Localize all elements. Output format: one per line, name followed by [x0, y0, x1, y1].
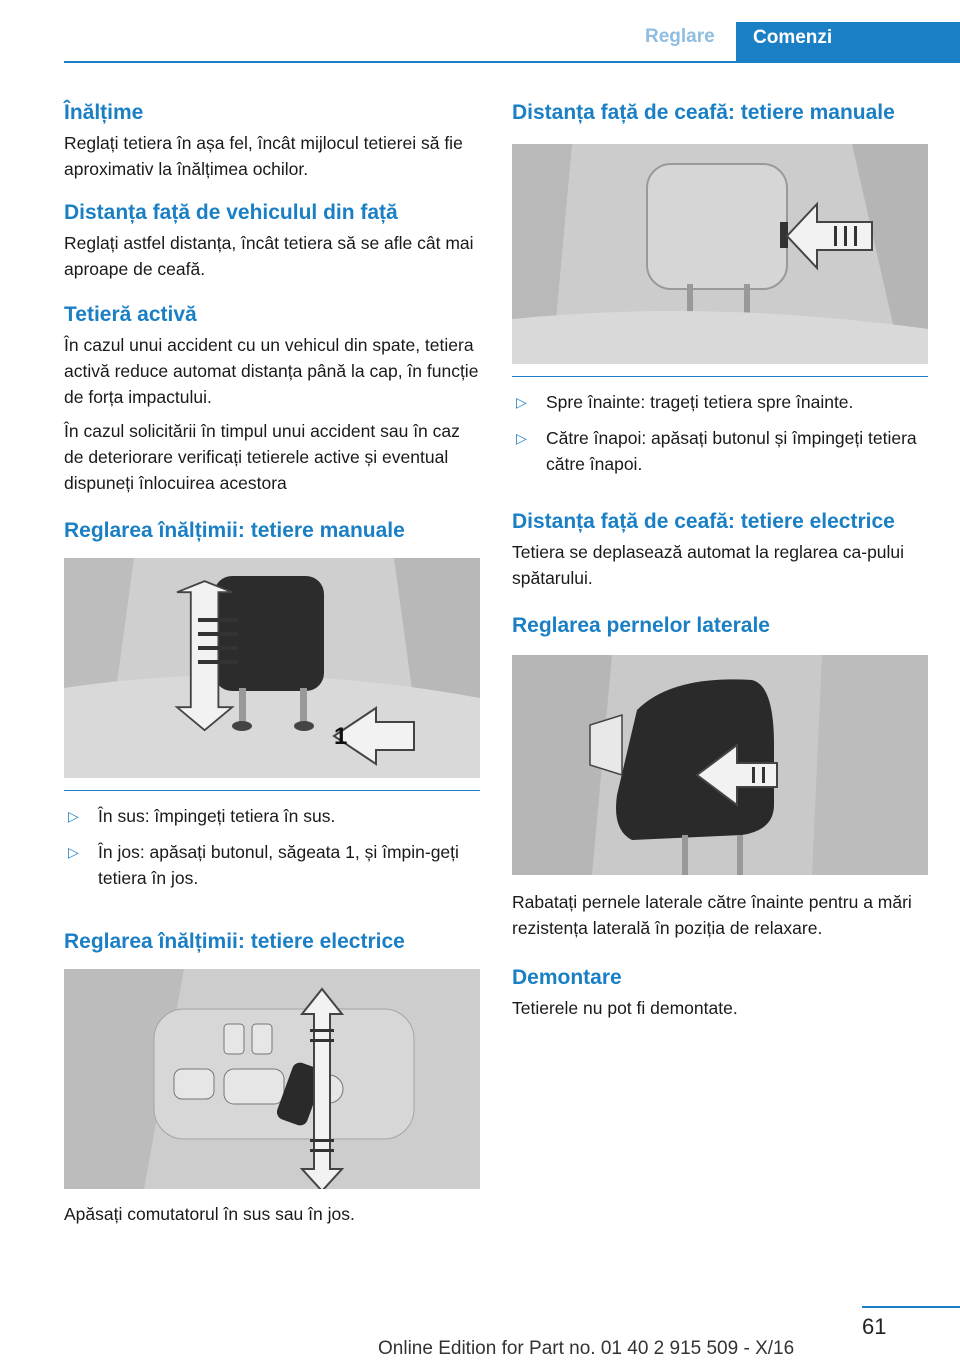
list-item: ▷ În sus: împingeți tetiera în sus.: [64, 803, 480, 829]
figure-neck-manual: [512, 144, 928, 364]
heading-height-manual: Reglarea înălțimii: tetiere manuale: [64, 519, 405, 542]
heading-side-cushions: Reglarea pernelor laterale: [512, 614, 770, 637]
header-section: Reglare: [645, 26, 715, 47]
text-distance-front: Reglați astfel distanța, încât tetiera să se afle cât mai aproape de ceafă.: [64, 233, 474, 279]
triangle-bullet-icon: ▷: [68, 844, 79, 860]
list-item: ▷ Către înapoi: apăsați butonul și împingeți tetiera către înapoi.: [512, 425, 928, 477]
text-active-headrest-1: În cazul unui accident cu un vehicul din spate, tetiera activă reduce automat distanța până la cap, în funcție de forța impactului.: [64, 335, 479, 407]
text-height-electric: Apăsați comutatorul în sus sau în jos.: [64, 1204, 355, 1224]
triangle-bullet-icon: ▷: [516, 430, 527, 446]
heading-neck-electric: Distanța față de ceafă: tetiere electrice: [512, 510, 895, 533]
text-active-headrest-2: În cazul solicitării în timpul unui accident sau în caz de deteriorare verificați tetierele active și eventual dispuneți înlocuirea acestora: [64, 421, 460, 493]
footer-rule: [862, 1306, 960, 1308]
page-number: 61: [862, 1314, 887, 1339]
header-rule: [64, 61, 960, 63]
list-item: ▷ În jos: apăsați butonul, săgeata 1, și împin‐geți tetiera în jos.: [64, 839, 480, 891]
list-neck-manual: [512, 389, 928, 477]
figure-headrest-height-manual: [64, 558, 480, 778]
heading-height: Înălțime: [64, 101, 144, 124]
heading-removal: Demontare: [512, 966, 622, 989]
triangle-bullet-icon: ▷: [516, 394, 527, 410]
list-rule-top: [512, 376, 928, 377]
figure-label-1: 1: [334, 723, 348, 750]
figure-side-cushions: [512, 655, 928, 875]
figure-seat-switch: [64, 969, 480, 1189]
text-removal: Tetierele nu pot fi demontate.: [512, 998, 738, 1018]
text-height: Reglați tetiera în așa fel, încât mijlocul tetierei să fie aproximativ la înălțimea ochilor.: [64, 133, 463, 179]
left-column: [64, 100, 480, 1227]
footer-edition: Online Edition for Part no. 01 40 2 915 509 - X/16: [378, 1338, 795, 1359]
heading-height-electric: Reglarea înălțimii: tetiere electrice: [64, 930, 405, 953]
header-tab[interactable]: [736, 22, 960, 63]
triangle-bullet-icon: ▷: [68, 808, 79, 824]
right-column: [512, 100, 928, 1021]
heading-active-headrest: Tetieră activă: [64, 303, 197, 326]
heading-distance-front: Distanța față de vehiculul din față: [64, 201, 398, 224]
text-neck-electric: Tetiera se deplasează automat la reglarea ca‐pului spătarului.: [512, 542, 905, 588]
text-side-cushions: Rabatați pernele laterale către înainte pentru a mări rezistența laterală în poziția de relaxare.: [512, 892, 912, 938]
header-tab-label: Comenzi: [753, 27, 833, 48]
heading-neck-manual: Distanța față de ceafă: tetiere manuale: [512, 101, 895, 124]
list-item: ▷ Spre înainte: trageți tetiera spre înainte.: [512, 389, 928, 415]
list-rule-top: [64, 790, 480, 791]
list-height-manual: [64, 803, 480, 891]
